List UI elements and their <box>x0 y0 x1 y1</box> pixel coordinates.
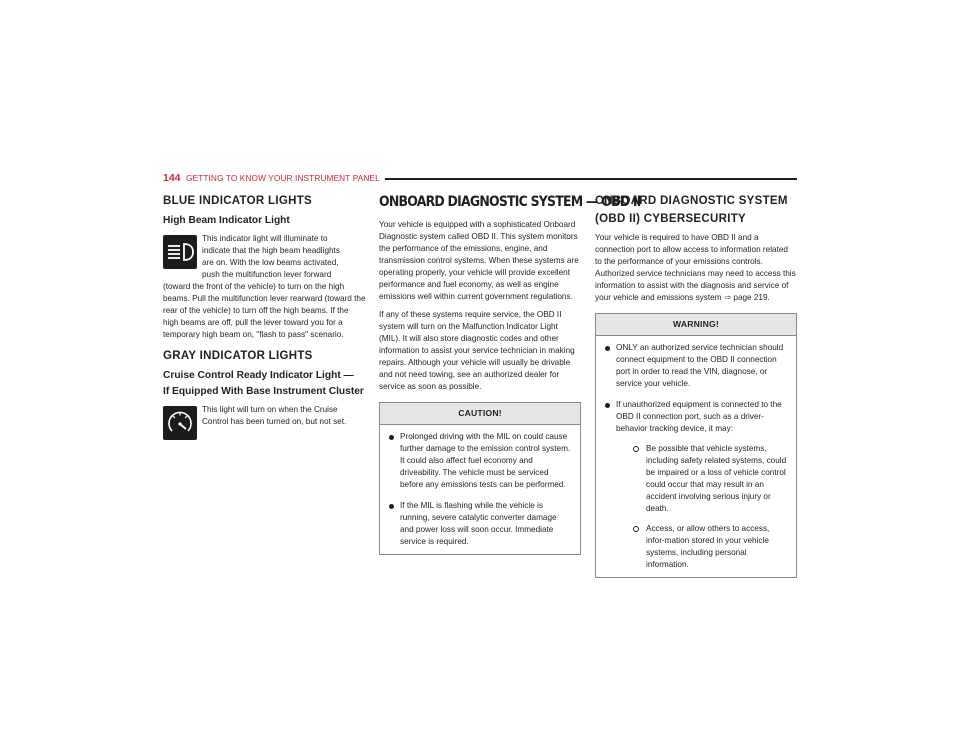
page-number: 144 <box>163 172 181 184</box>
warning-sub-item: Be possible that vehicle systems, including safety related systems, could be impaired or a loss of vehicle control could occur that may result in an accident involving serious injury or death. <box>616 443 788 515</box>
high-beam-title: High Beam Indicator Light <box>163 215 290 226</box>
cruise-title-2: If Equipped With Base Instrument Cluster <box>163 386 364 397</box>
warning-item-text: If unauthorized equipment is connected to the OBD II connection port, such as a driver-behavior tracking device, it may: <box>616 400 782 433</box>
blue-indicator-heading: BLUE INDICATOR LIGHTS <box>163 195 312 207</box>
high-beam-block <box>163 233 366 341</box>
warning-title: WARNING! <box>596 314 796 336</box>
section-title: GETTING TO KNOW YOUR INSTRUMENT PANEL <box>186 173 380 183</box>
cyber-paragraph-text: Your vehicle is required to have OBD II and a connection port to allow access to information related to the performance of your emissions controls. Authorized service technicians may need to access this information to assist with the diagnosis and service of your vehicle and emissions system <box>595 233 796 302</box>
caution-item: If the MIL is flashing while the vehicle is running, severe catalytic converter damage and power loss will soon occur. Immediate service is required. <box>388 500 572 548</box>
high-beam-icon <box>163 235 197 269</box>
cruise-block <box>163 404 366 428</box>
caution-box <box>379 402 581 555</box>
page-header <box>163 171 797 187</box>
column-left <box>163 192 366 442</box>
high-beam-line-3: are on. With the low beams activated, <box>202 258 339 267</box>
high-beam-line-4: push the multifunction lever forward <box>202 270 332 279</box>
high-beam-line-1: This indicator light will illuminate to <box>202 234 328 243</box>
header-rule <box>385 178 797 180</box>
column-right <box>595 192 797 578</box>
high-beam-line-2: indicate that the high beam headlights <box>202 246 340 255</box>
caution-item: Prolonged driving with the MIL on could cause further damage to the emission control system. It could also affect fuel economy and driveability. The vehicle must be serviced before any emissions tests can be performed. <box>388 431 572 491</box>
speedometer-icon <box>163 406 197 440</box>
obd-paragraph-1: Your vehicle is equipped with a sophisticated Onboard Diagnostic system called OBD II. This system monitors the performance of the emissions, engine, and transmission control systems. When these systems are operating properly, your vehicle will provide excellent performance and fuel economy, as well as engine emissions well within current government regulations. <box>379 220 579 301</box>
cyber-heading-1: ONBOARD DIAGNOSTIC SYSTEM <box>595 195 788 207</box>
warning-item: ONLY an authorized service technician should connect equipment to the OBD II connection port in order to read the VIN, diagnose, or service your vehicle. <box>604 342 788 390</box>
cruise-title-1: Cruise Control Ready Indicator Light — <box>163 370 354 381</box>
column-middle <box>379 192 641 555</box>
cyber-paragraph <box>595 232 797 304</box>
page-ref-link[interactable]: page 219. <box>733 293 770 302</box>
cruise-text: This light will turn on when the Cruise Control has been turned on, but not set. <box>202 405 347 426</box>
caution-title: CAUTION! <box>380 403 580 425</box>
gray-indicator-heading: GRAY INDICATOR LIGHTS <box>163 350 313 362</box>
obd-heading: ONBOARD DIAGNOSTIC SYSTEM — OBD II <box>379 194 641 210</box>
warning-box <box>595 313 797 578</box>
obd-paragraph-2: If any of these systems require service, the OBD II system will turn on the Malfunction Indicator Light (MIL). It will also store diagnostic codes and other information to assist your service technician in making repairs. Although your vehicle will usually be drivable and not need towing, see an authorized dealer for service as soon as possible. <box>379 310 575 391</box>
cyber-heading-2: (OBD II) CYBERSECURITY <box>595 213 746 225</box>
high-beam-text: (toward the front of the vehicle) to turn on the high beams. Pull the multifunction lever rearward (toward the rear of the vehicle) to turn off the high beams. If the high beams are off, pull the lever toward you for a temporary high beam on, "flash to pass" scenario. <box>163 282 366 339</box>
warning-item <box>604 399 788 571</box>
page-ref-arrow-icon: ⇨ <box>724 293 732 302</box>
warning-sub-item: Access, or allow others to access, infor-mation stored in your vehicle systems, including personal information. <box>616 523 788 571</box>
